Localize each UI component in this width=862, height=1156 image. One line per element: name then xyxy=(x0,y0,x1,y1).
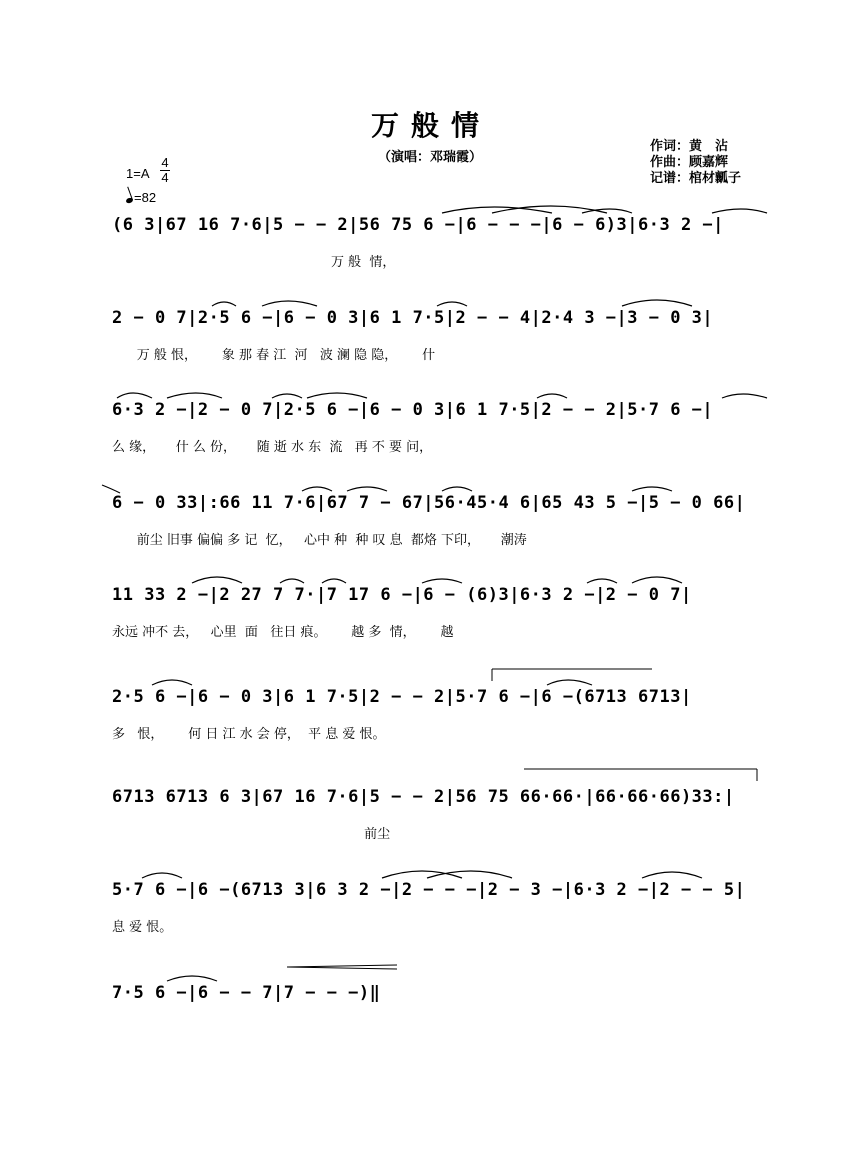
score-system-3 xyxy=(112,400,762,470)
lyrics-line: 么 缘， 什 么 份， 随 逝 水 东 流 再 不 要 问， xyxy=(112,440,433,455)
notation-line: 11 33 2 −|2 27 7 7·|7 17 6 −|6 − (6)3|6·3 2 −|2 − 0 7| xyxy=(112,585,692,605)
notation-line: 7·5 6 −|6 − − 7|7 − − −)‖ xyxy=(112,983,381,1003)
score-system-5 xyxy=(112,585,762,655)
composer-credit: 作曲：顾嘉辉 xyxy=(650,154,729,169)
notation-line: 2·5 6 −|6 − 0 3|6 1 7·5|2 − − 2|5·7 6 −|6 −(6713 6713| xyxy=(112,687,692,707)
notation-line: 6713 6713 6 3|67 16 7·6|5 − − 2|56 75 66·66·|66·66·66)33:| xyxy=(112,787,735,807)
song-title: 万般情 xyxy=(370,109,491,142)
lyrics-line: 前尘 旧事 偏偏 多 记 忆， 心中 种 种 叹 息 都烙 下印， 潮涛 xyxy=(112,533,527,548)
score-system-7 xyxy=(112,787,762,857)
lyrics-line: 息 爱 恨。 xyxy=(112,920,173,935)
time-signature-bottom: 4 xyxy=(161,170,169,185)
tempo-marking xyxy=(126,190,156,205)
score-system-2 xyxy=(112,308,762,378)
credits-block xyxy=(650,138,741,186)
singer-credit: （演唱：邓瑞霞） xyxy=(378,149,483,164)
lyricist-credit: 作词：黄 沾 xyxy=(650,138,729,153)
lyrics-line: 前尘 xyxy=(112,827,391,842)
lyrics-line: 万 般 情， xyxy=(112,255,396,270)
time-signature xyxy=(160,156,170,185)
score-system-9 xyxy=(112,983,762,1053)
score-system-8 xyxy=(112,880,762,950)
score-system-6 xyxy=(112,687,762,757)
notation-line: (6 3|67 16 7·6|5 − − 2|56 75 6 −|6 − − −|6 − 6)3|6·3 2 −| xyxy=(112,215,724,235)
notation-line: 6 − 0 33|:66 11 7·6|67 7 − 67|56·45·4 6|65 43 5 −|5 − 0 66| xyxy=(112,493,746,513)
score-system-1 xyxy=(112,215,762,285)
notation-line: 6·3 2 −|2 − 0 7|2·5 6 −|6 − 0 3|6 1 7·5|2 − − 2|5·7 6 −| xyxy=(112,400,714,420)
lyrics-line: 永远 冲不 去， 心里 面 往日 痕。 越 多 情， 越 xyxy=(112,625,454,640)
lyrics-line: 多 恨， 何 日 江 水 会 停， 平 息 爱 恨。 xyxy=(112,727,386,742)
transcriber-credit: 记谱：棺材瓤子 xyxy=(650,170,742,185)
score-system-4 xyxy=(112,493,762,563)
notation-line: 5·7 6 −|6 −(6713 3|6 3 2 −|2 − − −|2 − 3 −|6·3 2 −|2 − − 5| xyxy=(112,880,746,900)
tempo-value: =82 xyxy=(134,190,157,205)
time-signature-top: 4 xyxy=(161,155,169,170)
quarter-note-icon xyxy=(125,197,133,204)
lyrics-line: 万 般 恨， 象 那 春 江 河 波 澜 隐 隐， 什 xyxy=(112,348,436,363)
key-signature: 1=A xyxy=(126,166,150,181)
notation-line: 2 − 0 7|2·5 6 −|6 − 0 3|6 1 7·5|2 − − 4|2·4 3 −|3 − 0 3| xyxy=(112,308,714,328)
